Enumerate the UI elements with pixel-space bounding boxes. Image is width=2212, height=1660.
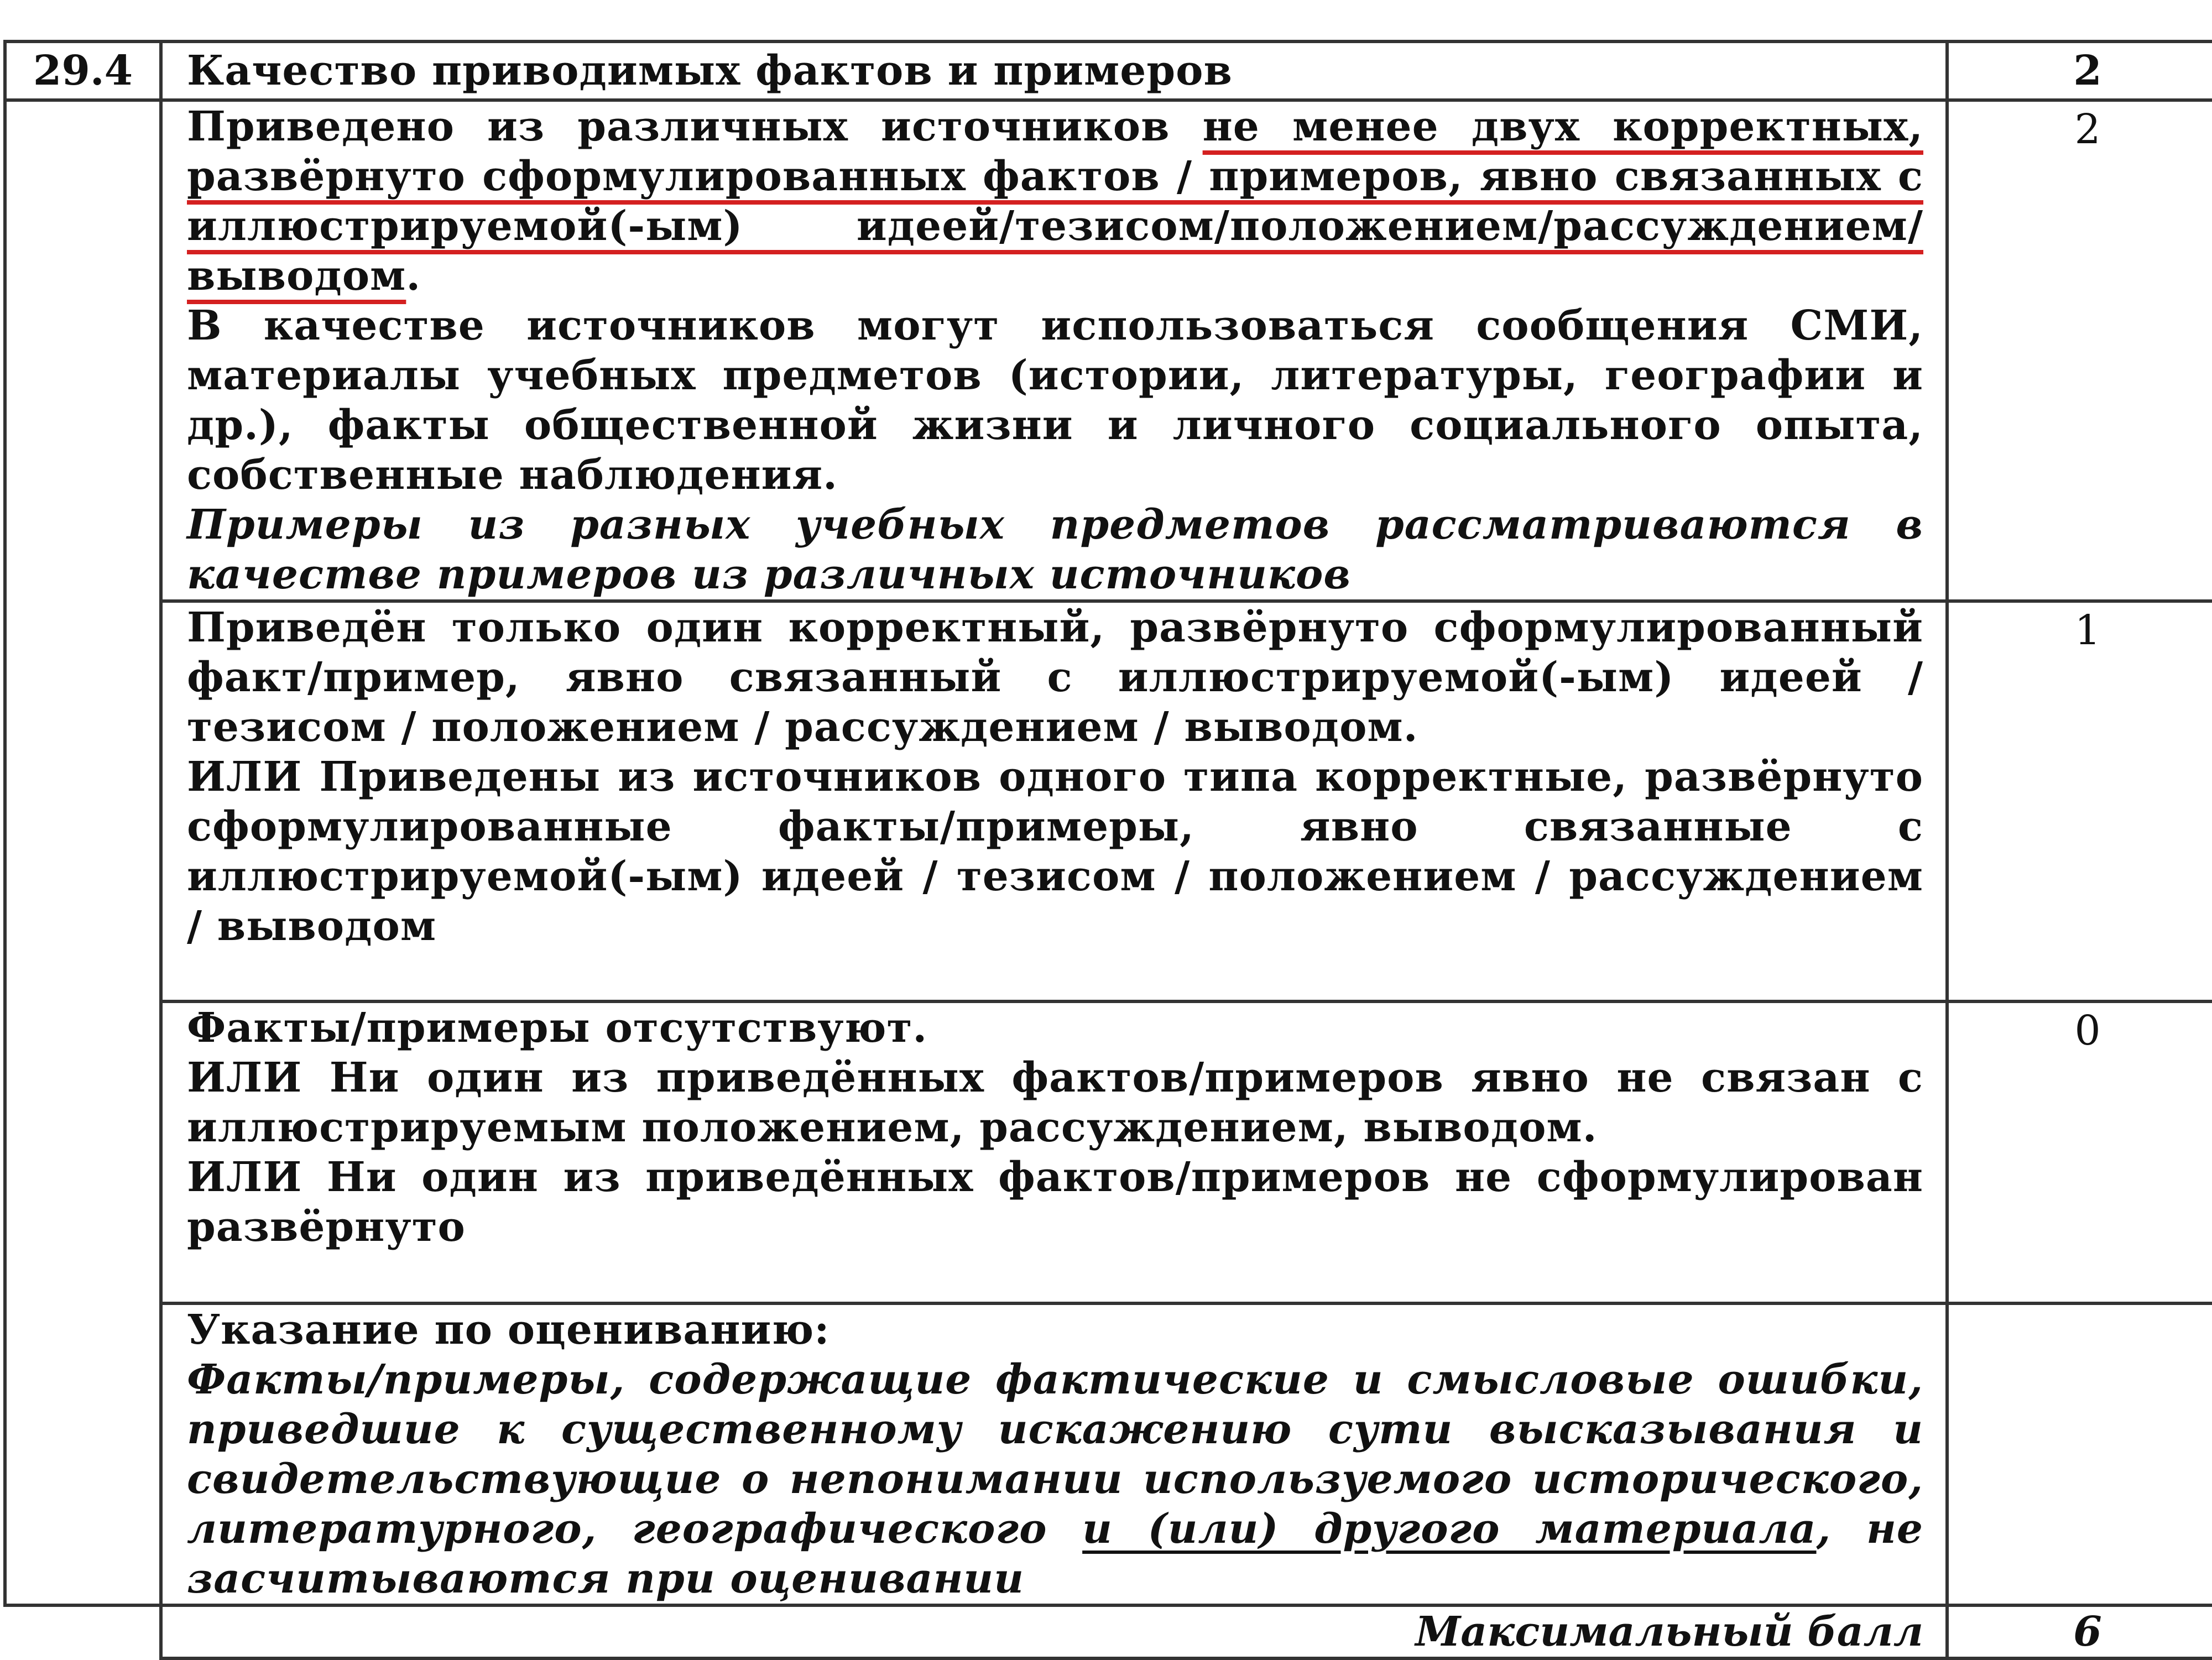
criterion-number: 29.4 [5, 41, 161, 100]
criteria-table [3, 40, 2212, 1660]
underlined-text: не менее двух корректных, развёрнуто сформулированных фактов / примеров, явно связанных с иллюстрируемой(-ым) идеей/тезисом/положением/рассуждением/выводом [187, 103, 1923, 300]
criterion-title: Качество приводимых фактов и примеров [187, 47, 1233, 95]
level-description [161, 100, 1947, 601]
level-row-0 [5, 1001, 2212, 1303]
level-description [161, 1001, 1947, 1303]
level-row-1 [5, 601, 2212, 1001]
total-row [5, 1605, 2212, 1658]
criterion-title-cell [161, 41, 1947, 100]
text-segment: ИЛИ Ни один из приведённых фактов/примеров явно не связан с иллюстрируемым положением, рассуждением, выводом. [187, 1054, 1923, 1151]
level-paragraph [187, 603, 1923, 752]
text-segment: В качестве источников могут использоваться сообщения СМИ, материалы учебных предметов (истории, литературы, географии и др.), факты общественной жизни и личного социального опыта, собственные наблюдения. [187, 302, 1923, 499]
underlined-text: и (или) другого материала [1082, 1505, 1817, 1553]
text-segment: Факты/примеры отсутствуют. [187, 1004, 928, 1052]
text-segment: Примеры из разных учебных предметов рассматриваются в качестве примеров из различных источников [187, 501, 1923, 598]
level-paragraph [187, 1152, 1923, 1252]
text-segment: ИЛИ Ни один из приведённых фактов/примеров не сформулирован развёрнуто [187, 1153, 1923, 1251]
level-paragraph [187, 500, 1923, 599]
level-score: 1 [1947, 601, 2212, 1001]
assessment-note-row [5, 1303, 2212, 1605]
level-paragraph [187, 102, 1923, 301]
total-row-blank [5, 1605, 161, 1658]
level-paragraph [187, 301, 1923, 500]
criterion-header-row [5, 41, 2212, 100]
text-segment: Приведено из различных источников [187, 103, 1203, 150]
level-paragraph [187, 1053, 1923, 1152]
assessment-note-text [187, 1355, 1923, 1604]
number-column-blank [5, 100, 161, 1605]
text-segment: , не засчитываются при оценивании [187, 1505, 1923, 1602]
level-row-2 [5, 100, 2212, 601]
text-segment: Приведён только один корректный, развёрнуто сформулированный факт/пример, явно связанный с иллюстрируемой(-ым) идеей / тезисом / положением / рассуждением / выводом. [187, 604, 1923, 751]
level-paragraph [187, 1003, 1923, 1053]
criterion-max-score: 2 [1947, 41, 2212, 100]
max-score-value: 6 [1947, 1605, 2212, 1658]
level-description [161, 601, 1947, 1001]
text-segment: . [406, 252, 421, 300]
level-score: 2 [1947, 100, 2212, 601]
text-segment: ИЛИ Приведены из источников одного типа корректные, развёрнуто сформулированные факты/примеры, явно связанные с иллюстрируемой(-ым) идеей / тезисом / положением / рассуждением / выводом [187, 753, 1923, 950]
level-score: 0 [1947, 1001, 2212, 1303]
assessment-note-score-blank [1947, 1303, 2212, 1605]
level-paragraph [187, 752, 1923, 951]
max-score-label: Максимальный балл [161, 1605, 1947, 1658]
text-segment: Факты/примеры, содержащие фактические и смысловые ошибки, приведшие к существенному искажению сути высказывания и свидетельствующие о непонимании используемого исторического, литературного, географического [187, 1356, 1923, 1553]
assessment-note-cell [161, 1303, 1947, 1605]
assessment-note-heading: Указание по оцениванию: [187, 1306, 830, 1354]
